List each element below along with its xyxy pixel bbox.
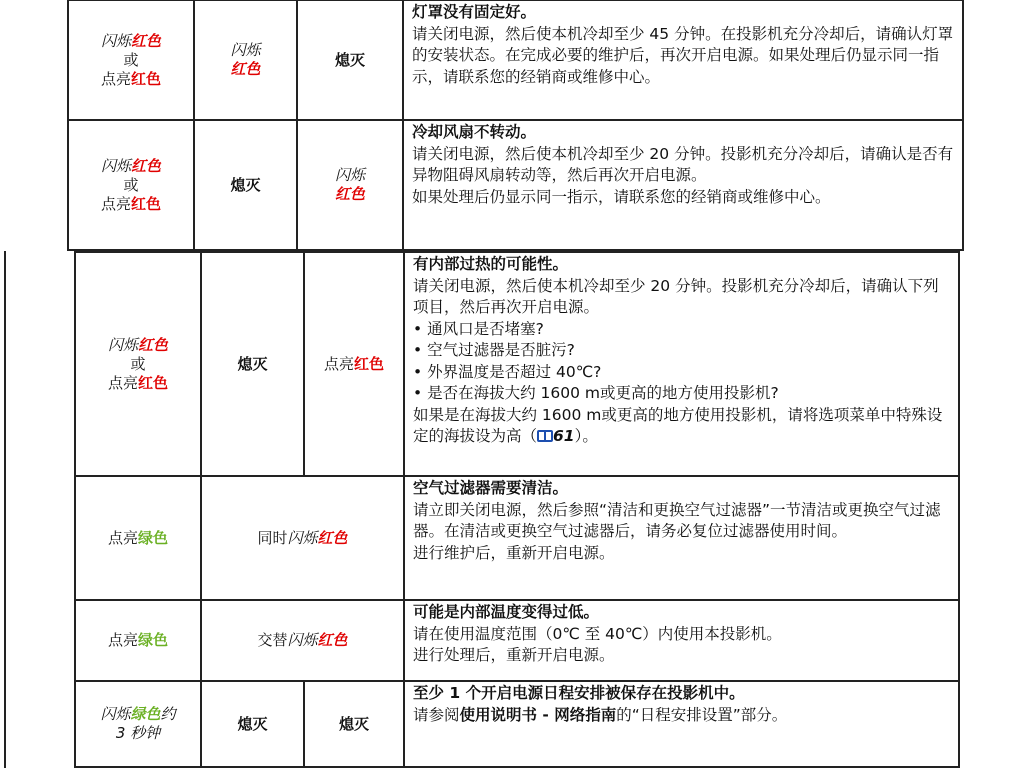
page-reference-link[interactable]: 61 xyxy=(553,427,575,445)
row-title: 有内部过热的可能性。 xyxy=(413,255,569,273)
table-row xyxy=(75,252,959,476)
row-title: 冷却风扇不转动。 xyxy=(412,123,537,141)
temp-indicator-cell: 闪烁 红色 xyxy=(297,120,403,250)
indicator-table-top xyxy=(67,0,964,251)
left-border-line xyxy=(4,251,6,768)
lamp-temp-indicator-cell: 同时闪烁红色 xyxy=(201,476,404,600)
description-cell: 有内部过热的可能性。 请关闭电源，然后使本机冷却至少 20 分钟。投影机充分冷却后，请确认下列项目，然后再次开启电源。 • 通风口是否堵塞? • 空气过滤器是否脏污? • 外界温度是否超过 40℃? • 是否在海拔大约 1600 m或更高的地方使用投影机? 如果是在海拔大约 1600 m或更高的地方使用投影机，请将选项菜单中特殊设定的海拔设为高（ 61）。 xyxy=(404,252,959,476)
description-cell: 至少 1 个开启电源日程安排被保存在投影机中。 请参阅使用说明书 - 网络指南的“日程安排设置”部分。 xyxy=(404,681,959,767)
indicator-table-bottom xyxy=(74,251,960,768)
power-indicator-cell: 闪烁红色 或 点亮红色 xyxy=(75,252,201,476)
description-cell: 冷却风扇不转动。 请关闭电源，然后使本机冷却至少 20 分钟。投影机充分冷却后，请确认是否有异物阻碍风扇转动等，然后再次开启电源。 如果处理后仍显示同一指示，请联系您的经销商或维修中心。 xyxy=(403,120,963,250)
manual-reference: 使用说明书 - 网络指南 xyxy=(459,705,617,724)
row-title: 空气过滤器需要清洁。 xyxy=(413,479,569,497)
lamp-indicator-cell: 闪烁 红色 xyxy=(194,0,297,120)
description-cell: 灯罩没有固定好。 请关闭电源，然后使本机冷却至少 45 分钟。在投影机充分冷却后，请确认灯罩的安装状态。在完成必要的维护后，再次开启电源。如果处理后仍显示同一指示，请联系您的经销商或维修中心。 xyxy=(403,0,963,120)
power-indicator-cell: 点亮绿色 xyxy=(75,476,201,600)
lamp-temp-indicator-cell: 交替闪烁红色 xyxy=(201,600,404,681)
temp-indicator-cell: 点亮红色 xyxy=(304,252,404,476)
power-indicator-cell: 点亮绿色 xyxy=(75,600,201,681)
row-title: 至少 1 个开启电源日程安排被保存在投影机中。 xyxy=(413,684,745,702)
power-indicator-cell: 闪烁红色 或 点亮红色 xyxy=(68,120,194,250)
manual-book-icon xyxy=(537,430,553,442)
temp-indicator-cell: 熄灭 xyxy=(297,0,403,120)
table-row xyxy=(68,0,963,120)
row-title: 可能是内部温度变得过低。 xyxy=(413,603,600,621)
table-row xyxy=(75,476,959,600)
table-row xyxy=(68,120,963,250)
table-row xyxy=(75,681,959,767)
lamp-indicator-cell: 熄灭 xyxy=(194,120,297,250)
description-cell: 空气过滤器需要清洁。 请立即关闭电源，然后参照“清洁和更换空气过滤器”一节清洁或更换空气过滤器。在清洁或更换空气过滤器后，请务必复位过滤器使用时间。 进行维护后，重新开启电源。 xyxy=(404,476,959,600)
power-indicator-cell: 闪烁绿色约 3 秒钟 xyxy=(75,681,201,767)
table-row xyxy=(75,600,959,681)
temp-indicator-cell: 熄灭 xyxy=(304,681,404,767)
lamp-indicator-cell: 熄灭 xyxy=(201,681,304,767)
power-indicator-cell: 闪烁红色 或 点亮红色 xyxy=(68,0,194,120)
description-cell: 可能是内部温度变得过低。 请在使用温度范围（0℃ 至 40℃）内使用本投影机。 进行处理后，重新开启电源。 xyxy=(404,600,959,681)
lamp-indicator-cell: 熄灭 xyxy=(201,252,304,476)
row-title: 灯罩没有固定好。 xyxy=(412,3,537,21)
